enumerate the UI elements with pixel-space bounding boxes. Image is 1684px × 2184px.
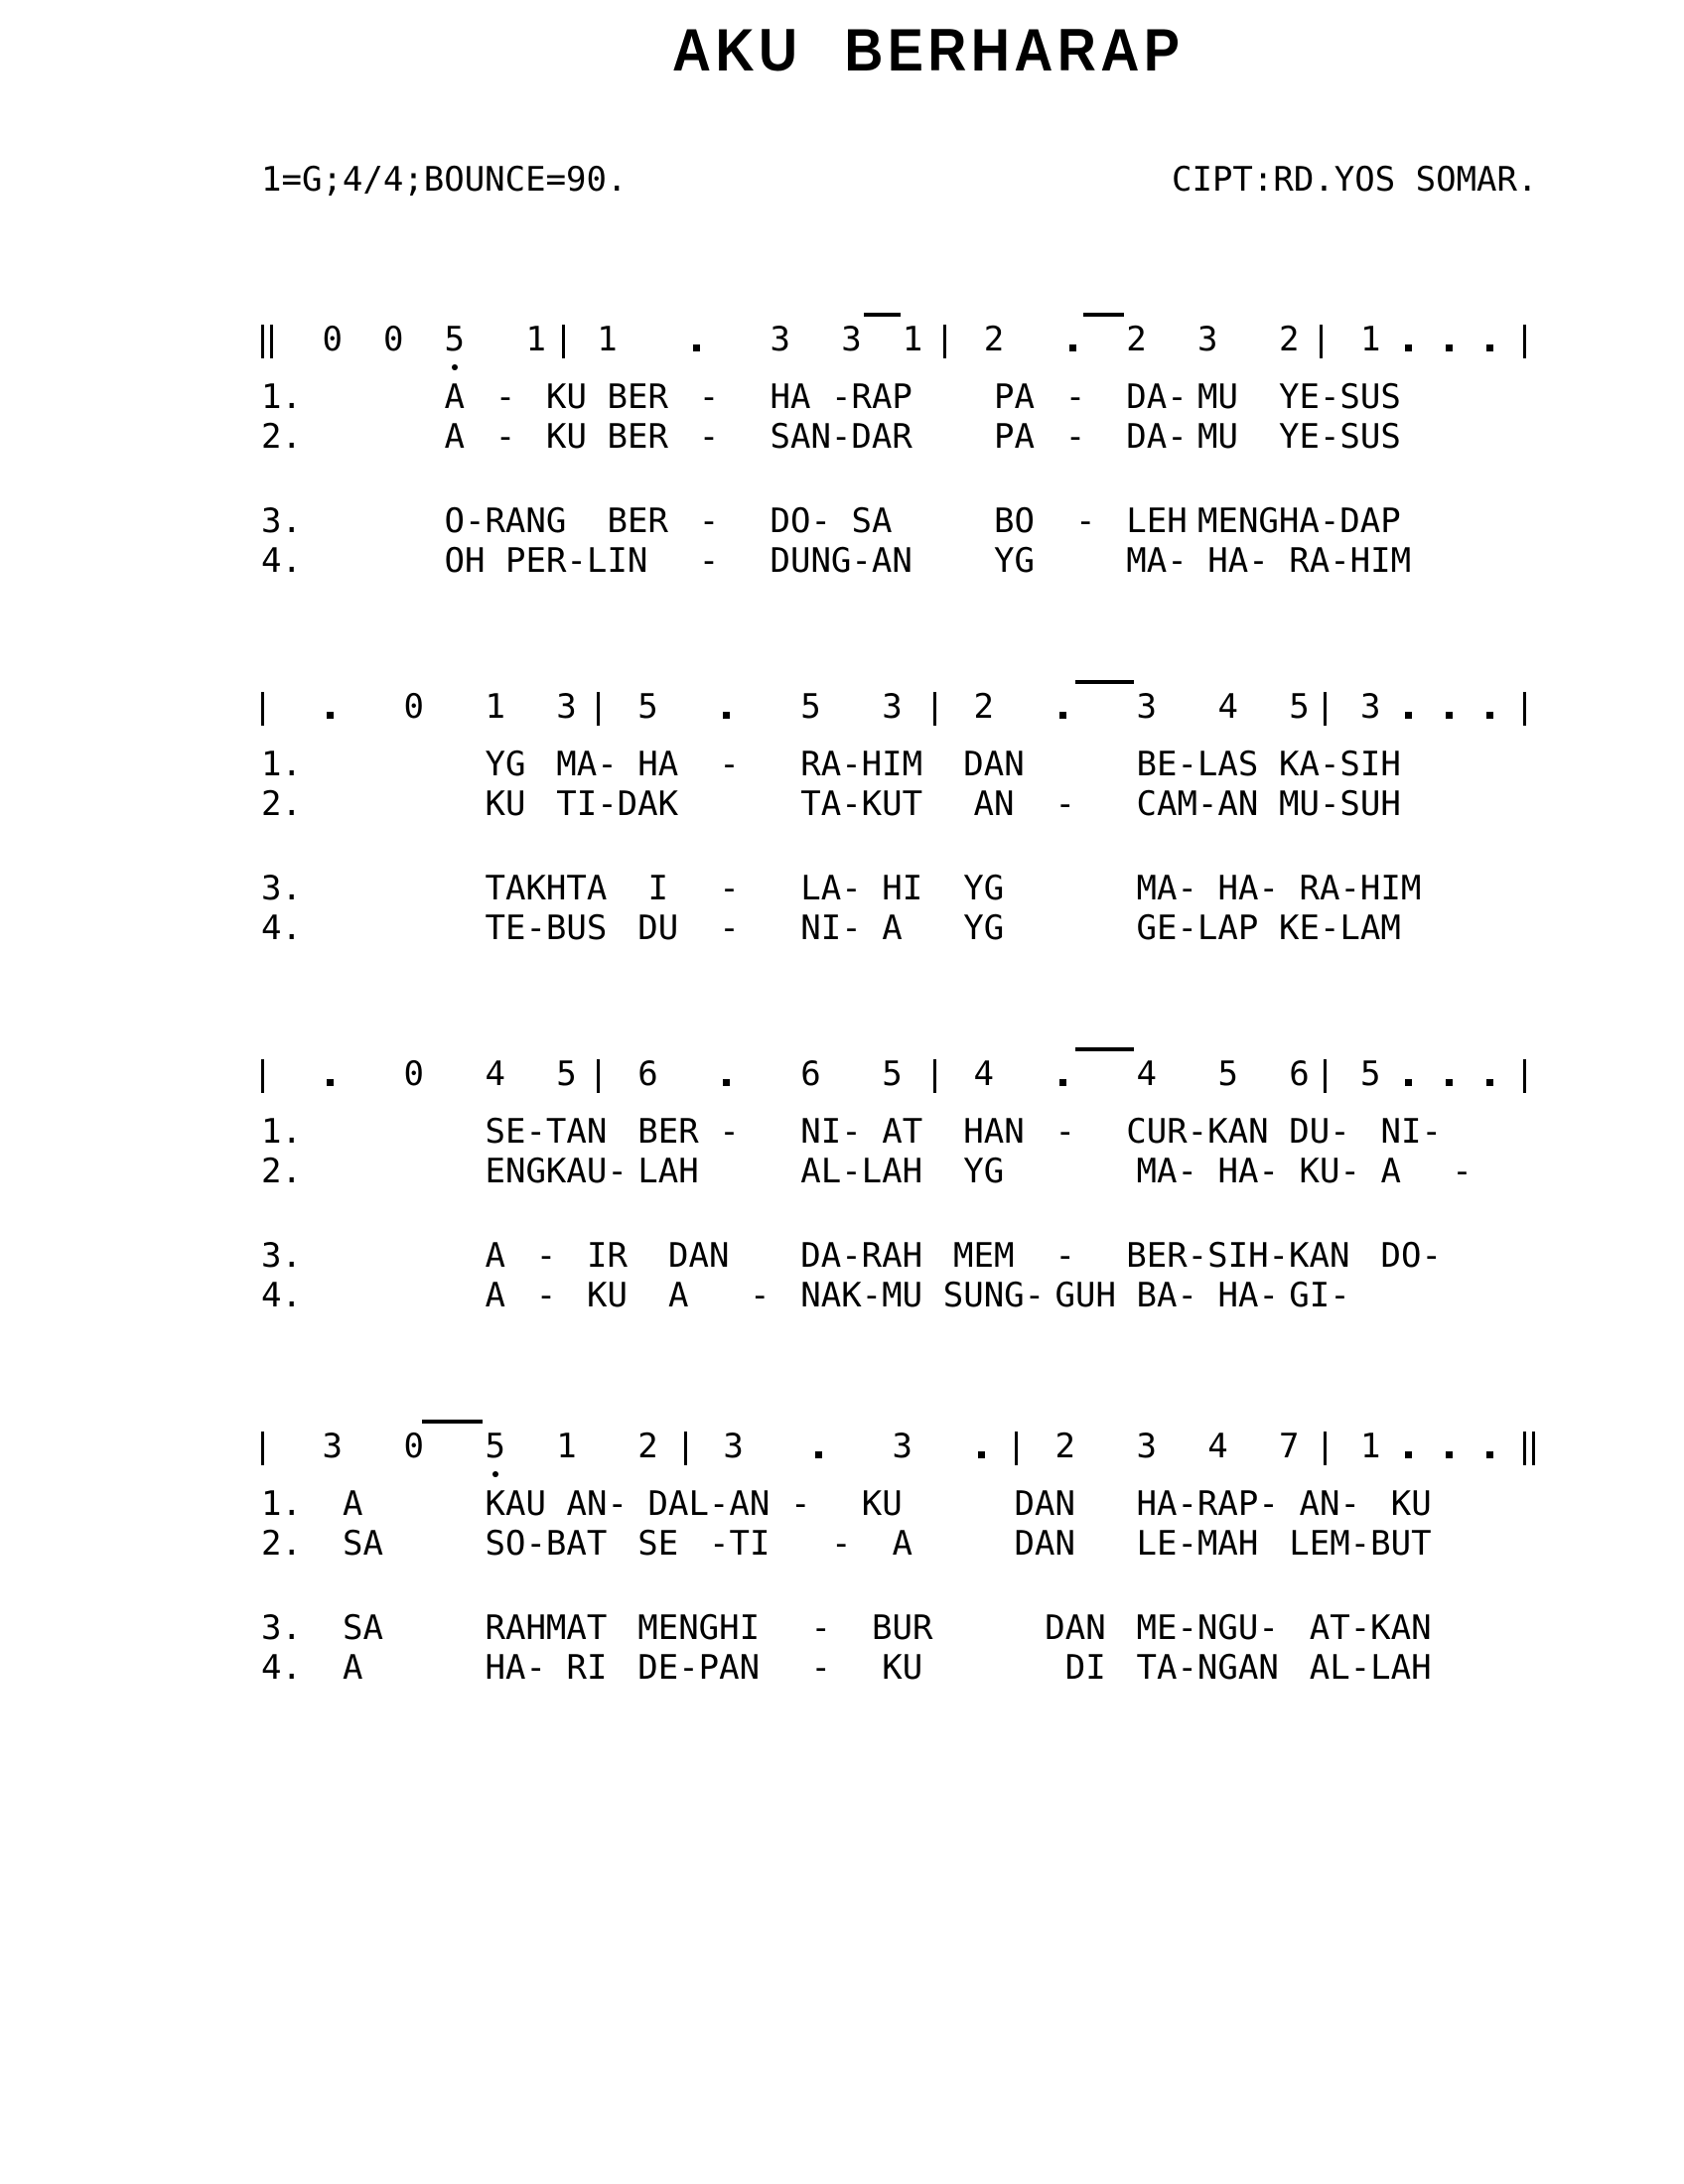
syllable: DE-PAN bbox=[637, 1648, 761, 1688]
syllable: A bbox=[892, 1524, 912, 1564]
note-token: 0 bbox=[403, 1427, 424, 1466]
note-token: 4 bbox=[485, 1054, 505, 1094]
note-token: 3 bbox=[841, 320, 862, 359]
syllable: RI bbox=[566, 1648, 608, 1688]
syllable: SE-TAN bbox=[485, 1112, 608, 1152]
syllable: HA- bbox=[1217, 869, 1279, 908]
note-token: 3 bbox=[1360, 687, 1381, 727]
syllable: KU bbox=[546, 417, 587, 457]
syllable: - bbox=[1064, 377, 1086, 417]
syllable: AL-LAH bbox=[1309, 1648, 1432, 1688]
syllable: A bbox=[343, 1484, 363, 1524]
syllable: BO bbox=[994, 501, 1035, 541]
beat-dot bbox=[1059, 1079, 1066, 1086]
verse-number: 2. bbox=[261, 417, 302, 457]
beat-dot bbox=[1405, 1079, 1412, 1086]
beat-dot bbox=[1486, 344, 1493, 351]
syllable: HA- bbox=[1217, 1276, 1279, 1315]
verse-number: 4. bbox=[261, 1648, 302, 1688]
syllable: HA- bbox=[1207, 541, 1269, 581]
syllable: TI-DAK bbox=[556, 784, 679, 824]
syllable: DA- bbox=[1126, 417, 1188, 457]
syllable: - bbox=[1054, 1112, 1075, 1152]
syllable: HA- bbox=[1217, 1152, 1279, 1191]
syllable: - bbox=[1054, 1236, 1075, 1276]
note-token: 3 bbox=[1136, 1427, 1157, 1466]
syllable: KU- bbox=[1299, 1152, 1360, 1191]
syllable: - bbox=[1452, 1152, 1473, 1191]
note-token: 2 bbox=[637, 1427, 658, 1466]
syllable: - bbox=[719, 1112, 740, 1152]
beat-dot bbox=[1405, 1451, 1412, 1458]
syllable: HA-RAP- bbox=[1136, 1484, 1279, 1524]
syllable: DAN bbox=[1045, 1608, 1106, 1648]
note-token: 5 bbox=[1217, 1054, 1238, 1094]
verse-number: 2. bbox=[261, 784, 302, 824]
syllable: YG bbox=[963, 908, 1005, 948]
note-token: 2 bbox=[973, 687, 994, 727]
syllable: DUNG-AN bbox=[770, 541, 912, 581]
syllable: - bbox=[810, 1608, 831, 1648]
syllable: CAM-AN bbox=[1136, 784, 1259, 824]
syllable: AT bbox=[882, 1112, 923, 1152]
note-token: 3 bbox=[770, 320, 790, 359]
syllable: GI- bbox=[1289, 1276, 1350, 1315]
syllable: - bbox=[698, 501, 720, 541]
syllable: BA- bbox=[1136, 1276, 1197, 1315]
syllable: -RAP bbox=[831, 377, 912, 417]
beat-dot bbox=[1446, 712, 1453, 719]
syllable: NI- bbox=[1380, 1112, 1442, 1152]
syllable: KU bbox=[485, 784, 526, 824]
syllable: - bbox=[719, 869, 740, 908]
note-token: 1 bbox=[556, 1427, 577, 1466]
syllable: A bbox=[444, 377, 465, 417]
syllable: YE-SUS bbox=[1279, 377, 1401, 417]
barline bbox=[597, 1059, 600, 1093]
syllable: CUR-KAN bbox=[1126, 1112, 1269, 1152]
note-token: 6 bbox=[637, 1054, 658, 1094]
syllable: YE-SUS bbox=[1279, 417, 1401, 457]
syllable: SA bbox=[343, 1608, 383, 1648]
verse-number: 2. bbox=[261, 1524, 302, 1564]
syllable: AN- bbox=[566, 1484, 628, 1524]
beat-dot bbox=[1405, 344, 1412, 351]
syllable: TA-KUT bbox=[800, 784, 923, 824]
syllable: BER bbox=[607, 417, 668, 457]
barline bbox=[1324, 1059, 1327, 1093]
syllable: AN- bbox=[1299, 1484, 1360, 1524]
verse-number: 4. bbox=[261, 908, 302, 948]
syllable: - bbox=[494, 417, 516, 457]
syllable: - bbox=[831, 1524, 852, 1564]
beat-dot bbox=[1446, 1079, 1453, 1086]
note-token: 2 bbox=[1054, 1427, 1075, 1466]
overline-beam bbox=[1075, 680, 1134, 684]
note-token: 5 bbox=[1360, 1054, 1381, 1094]
beat-dot bbox=[1405, 712, 1412, 719]
double-barline bbox=[261, 325, 273, 358]
note-token: 2 bbox=[1279, 320, 1300, 359]
note-token: 1 bbox=[525, 320, 546, 359]
syllable: DU bbox=[637, 908, 679, 948]
beat-dot bbox=[1486, 1451, 1493, 1458]
barline bbox=[1523, 325, 1526, 358]
beat-dot bbox=[327, 1079, 334, 1086]
beat-dot bbox=[693, 344, 700, 351]
syllable: PA bbox=[994, 417, 1035, 457]
beat-dot bbox=[327, 712, 334, 719]
syllable: RA-HIM bbox=[1289, 541, 1412, 581]
verse-number: 3. bbox=[261, 869, 302, 908]
syllable: TE-BUS bbox=[485, 908, 608, 948]
syllable: DAN bbox=[963, 745, 1025, 784]
note-token: 0 bbox=[403, 1054, 424, 1094]
syllable: MU bbox=[1197, 417, 1238, 457]
syllable: SUNG- bbox=[942, 1276, 1046, 1315]
syllable: MU-SUH bbox=[1279, 784, 1401, 824]
syllable: OH bbox=[444, 541, 486, 581]
syllable: O-RANG bbox=[444, 501, 567, 541]
syllable: RA-HIM bbox=[1299, 869, 1422, 908]
note-token: 5 bbox=[637, 687, 658, 727]
note-token: 5 bbox=[1289, 687, 1310, 727]
verse-number: 4. bbox=[261, 1276, 302, 1315]
barline bbox=[684, 1432, 687, 1465]
barline bbox=[1523, 692, 1526, 726]
double-barline bbox=[1523, 1432, 1535, 1465]
syllable: A bbox=[485, 1236, 505, 1276]
syllable: -TI bbox=[709, 1524, 771, 1564]
note-token: 0 bbox=[383, 320, 404, 359]
note-token: 3 bbox=[723, 1427, 744, 1466]
syllable: MA- bbox=[556, 745, 618, 784]
syllable: LEH bbox=[1126, 501, 1188, 541]
syllable: LE-MAH bbox=[1136, 1524, 1259, 1564]
syllable: - bbox=[1064, 417, 1086, 457]
syllable: - bbox=[1075, 501, 1096, 541]
barline bbox=[597, 692, 600, 726]
syllable: DO- bbox=[1380, 1236, 1442, 1276]
verse-number: 1. bbox=[261, 377, 302, 417]
note-token: 0 bbox=[322, 320, 343, 359]
syllable: - bbox=[535, 1276, 557, 1315]
verse-number: 2. bbox=[261, 1152, 302, 1191]
syllable: HI bbox=[882, 869, 923, 908]
beat-dot bbox=[723, 712, 730, 719]
overline-beam bbox=[422, 1420, 484, 1424]
syllable: I bbox=[647, 869, 668, 908]
syllable: GE-LAP bbox=[1136, 908, 1259, 948]
note-token: 1 bbox=[597, 320, 618, 359]
note-token: 4 bbox=[973, 1054, 994, 1094]
beat-dot bbox=[978, 1451, 985, 1458]
note-token: 1 bbox=[902, 320, 923, 359]
syllable: KU bbox=[1390, 1484, 1432, 1524]
syllable: HAN bbox=[963, 1112, 1025, 1152]
syllable: HA bbox=[770, 377, 811, 417]
syllable: DAL-AN bbox=[647, 1484, 771, 1524]
barline bbox=[943, 325, 946, 358]
syllable: TA-NGAN bbox=[1136, 1648, 1279, 1688]
syllable: SAN-DAR bbox=[770, 417, 912, 457]
beat-dot bbox=[1069, 344, 1076, 351]
syllable: ENGKAU- bbox=[485, 1152, 628, 1191]
syllable: A bbox=[485, 1276, 505, 1315]
barline bbox=[1320, 325, 1323, 358]
verse-number: 3. bbox=[261, 501, 302, 541]
syllable: - bbox=[535, 1236, 557, 1276]
note-token: 4 bbox=[1207, 1427, 1228, 1466]
syllable: IR bbox=[587, 1236, 628, 1276]
barline bbox=[261, 1059, 264, 1093]
note-token: 1 bbox=[1360, 320, 1381, 359]
syllable: NI- bbox=[800, 1112, 862, 1152]
note-token: 5 bbox=[485, 1427, 505, 1466]
syllable: YG bbox=[963, 869, 1005, 908]
note-token: 2 bbox=[983, 320, 1005, 359]
syllable: BER-SIH-KAN bbox=[1126, 1236, 1350, 1276]
note-token: 5 bbox=[800, 687, 821, 727]
barline bbox=[933, 1059, 936, 1093]
syllable: BER bbox=[607, 501, 668, 541]
barline bbox=[1523, 1059, 1526, 1093]
syllable: DAN bbox=[1014, 1524, 1075, 1564]
syllable: KE-LAM bbox=[1279, 908, 1401, 948]
syllable: KA-SIH bbox=[1279, 745, 1401, 784]
syllable: MU bbox=[1197, 377, 1238, 417]
syllable: DAN bbox=[668, 1236, 730, 1276]
syllable: - bbox=[750, 1276, 771, 1315]
note-token: 3 bbox=[322, 1427, 343, 1466]
note-token: 1 bbox=[1360, 1427, 1381, 1466]
note-token: 7 bbox=[1279, 1427, 1300, 1466]
verse-number: 3. bbox=[261, 1236, 302, 1276]
note-token: 4 bbox=[1217, 687, 1238, 727]
note-token: 3 bbox=[882, 687, 903, 727]
note-token: 3 bbox=[556, 687, 577, 727]
syllable: - bbox=[1054, 784, 1075, 824]
syllable: BE-LAS bbox=[1136, 745, 1259, 784]
beat-dot bbox=[815, 1451, 822, 1458]
beat-dot bbox=[1059, 712, 1066, 719]
note-token: 1 bbox=[485, 687, 505, 727]
syllable: DU- bbox=[1289, 1112, 1350, 1152]
syllable: SA bbox=[343, 1524, 383, 1564]
syllable: ME-NGU- bbox=[1136, 1608, 1279, 1648]
syllable: MA- bbox=[1136, 1152, 1197, 1191]
syllable: A bbox=[444, 417, 465, 457]
overline-beam bbox=[864, 313, 901, 317]
note-token: 4 bbox=[1136, 1054, 1157, 1094]
key-tempo-signature: 1=G;4/4;BOUNCE=90. bbox=[261, 160, 628, 200]
syllable: YG bbox=[994, 541, 1035, 581]
syllable: - bbox=[790, 1484, 811, 1524]
note-token: 3 bbox=[1136, 687, 1157, 727]
syllable: DO- bbox=[770, 501, 831, 541]
note-token: 3 bbox=[1197, 320, 1218, 359]
syllable: A bbox=[1380, 1152, 1401, 1191]
syllable: LA- bbox=[800, 869, 862, 908]
syllable: DI bbox=[1064, 1648, 1106, 1688]
barline bbox=[1015, 1432, 1018, 1465]
barline bbox=[261, 1432, 264, 1465]
note-token: 5 bbox=[882, 1054, 903, 1094]
composer-credit: CIPT:RD.YOS SOMAR. bbox=[1172, 160, 1538, 200]
beat-dot bbox=[1446, 1451, 1453, 1458]
syllable: MENGHA-DAP bbox=[1197, 501, 1401, 541]
note-token: 5 bbox=[556, 1054, 577, 1094]
syllable: NI- bbox=[800, 908, 862, 948]
octave-low-dot bbox=[492, 1471, 498, 1477]
syllable: KU bbox=[587, 1276, 628, 1315]
syllable: PA bbox=[994, 377, 1035, 417]
note-token: 2 bbox=[1126, 320, 1147, 359]
syllable: - bbox=[719, 908, 740, 948]
syllable: - bbox=[698, 417, 720, 457]
syllable: HA bbox=[637, 745, 679, 784]
syllable: AN bbox=[973, 784, 1015, 824]
note-token: 3 bbox=[892, 1427, 912, 1466]
syllable: MEM bbox=[953, 1236, 1015, 1276]
syllable: A bbox=[882, 908, 903, 948]
syllable: DA- bbox=[1126, 377, 1188, 417]
overline-beam bbox=[1083, 313, 1124, 317]
barline bbox=[1324, 692, 1327, 726]
syllable: KU bbox=[861, 1484, 903, 1524]
syllable: KU bbox=[882, 1648, 923, 1688]
syllable: - bbox=[494, 377, 516, 417]
syllable: BER bbox=[607, 377, 668, 417]
barline bbox=[562, 325, 565, 358]
syllable: SE bbox=[637, 1524, 679, 1564]
syllable: BER bbox=[637, 1112, 699, 1152]
syllable: KAU bbox=[485, 1484, 546, 1524]
verse-number: 3. bbox=[261, 1608, 302, 1648]
syllable: AL-LAH bbox=[800, 1152, 923, 1191]
barline bbox=[261, 692, 264, 726]
syllable: LAH bbox=[637, 1152, 699, 1191]
syllable: PER-LIN bbox=[505, 541, 648, 581]
song-title: AKU BERHARAP bbox=[672, 17, 1185, 83]
beat-dot bbox=[723, 1079, 730, 1086]
overline-beam bbox=[1075, 1047, 1134, 1051]
note-token: 6 bbox=[1289, 1054, 1310, 1094]
syllable: TAKHTA bbox=[485, 869, 608, 908]
note-token: 0 bbox=[403, 687, 424, 727]
octave-low-dot bbox=[452, 364, 458, 370]
verse-number: 4. bbox=[261, 541, 302, 581]
syllable: SA bbox=[851, 501, 893, 541]
syllable: NAK-MU bbox=[800, 1276, 923, 1315]
syllable: HA- bbox=[485, 1648, 546, 1688]
syllable: MENGHI bbox=[637, 1608, 761, 1648]
beat-dot bbox=[1486, 1079, 1493, 1086]
syllable: A bbox=[343, 1648, 363, 1688]
verse-number: 1. bbox=[261, 1484, 302, 1524]
syllable: - bbox=[698, 377, 720, 417]
syllable: YG bbox=[485, 745, 526, 784]
syllable: YG bbox=[963, 1152, 1005, 1191]
syllable: DA-RAH bbox=[800, 1236, 923, 1276]
syllable: GUH bbox=[1054, 1276, 1116, 1315]
syllable: RA-HIM bbox=[800, 745, 923, 784]
syllable: MA- bbox=[1136, 869, 1197, 908]
beat-dot bbox=[1446, 344, 1453, 351]
barline bbox=[1324, 1432, 1327, 1465]
beat-dot bbox=[1486, 712, 1493, 719]
verse-number: 1. bbox=[261, 745, 302, 784]
syllable: - bbox=[719, 745, 740, 784]
verse-number: 1. bbox=[261, 1112, 302, 1152]
syllable: - bbox=[810, 1648, 831, 1688]
syllable: LEM-BUT bbox=[1289, 1524, 1432, 1564]
syllable: SO-BAT bbox=[485, 1524, 608, 1564]
syllable: AT-KAN bbox=[1309, 1608, 1432, 1648]
syllable: - bbox=[698, 541, 720, 581]
barline bbox=[933, 692, 936, 726]
syllable: DAN bbox=[1014, 1484, 1075, 1524]
syllable: KU bbox=[546, 377, 587, 417]
syllable: BUR bbox=[872, 1608, 933, 1648]
syllable: MA- bbox=[1126, 541, 1188, 581]
syllable: RAHMAT bbox=[485, 1608, 608, 1648]
note-token: 5 bbox=[444, 320, 465, 359]
note-token: 6 bbox=[800, 1054, 821, 1094]
syllable: A bbox=[668, 1276, 689, 1315]
